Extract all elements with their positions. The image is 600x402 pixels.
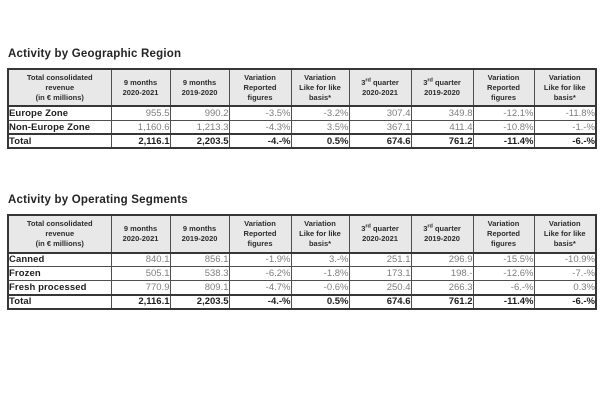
row-label: Canned xyxy=(8,253,111,267)
data-cell: -11.4% xyxy=(473,295,534,309)
data-cell: -11.8% xyxy=(534,106,596,120)
data-cell: 411.4 xyxy=(411,120,473,134)
data-cell: 2,116.1 xyxy=(111,134,170,148)
data-cell: 856.1 xyxy=(170,253,229,267)
column-header-q3-2019-2020: 3rd quarter 2019-2020 xyxy=(411,69,473,106)
data-cell: 3.5% xyxy=(291,120,349,134)
row-label: Frozen xyxy=(8,267,111,281)
data-cell: 761.2 xyxy=(411,295,473,309)
data-cell: 505.1 xyxy=(111,267,170,281)
data-cell: 674.6 xyxy=(349,134,411,148)
data-cell: -4.3% xyxy=(229,120,291,134)
data-cell: 198.- xyxy=(411,267,473,281)
section-operating-segments xyxy=(7,194,595,309)
data-cell: 2,203.5 xyxy=(170,295,229,309)
column-header-variation-lfl-q3: Variation Like for like basis* xyxy=(534,215,596,252)
data-cell: -6.2% xyxy=(229,267,291,281)
data-cell: 173.1 xyxy=(349,267,411,281)
row-label: Total xyxy=(8,295,111,309)
data-cell: 3.-% xyxy=(291,253,349,267)
column-header-q3-2020-2021: 3rd quarter 2020-2021 xyxy=(349,69,411,106)
column-header-9m-2019-2020: 9 months 2019-2020 xyxy=(170,215,229,252)
section-title-operating-segments: Activity by Operating Segments xyxy=(8,194,188,207)
column-header-9m-2019-2020: 9 months 2019-2020 xyxy=(170,69,229,106)
data-cell: -12.1% xyxy=(473,106,534,120)
data-cell: 307.4 xyxy=(349,106,411,120)
column-header-variation-reported-9m: Variation Reported figures xyxy=(229,215,291,252)
data-cell: 761.2 xyxy=(411,134,473,148)
operating-segments-table xyxy=(7,214,597,309)
table-row-frozen xyxy=(8,267,596,281)
data-cell: 1,213.3 xyxy=(170,120,229,134)
column-header-9m-2020-2021: 9 months 2020-2021 xyxy=(111,69,170,106)
column-header-q3-2019-2020: 3rd quarter 2019-2020 xyxy=(411,215,473,252)
column-header-variation-reported-q3: Variation Reported figures xyxy=(473,69,534,106)
data-cell: -0.6% xyxy=(291,281,349,295)
data-cell: 674.6 xyxy=(349,295,411,309)
data-cell: -10.9% xyxy=(534,253,596,267)
column-header-9m-2020-2021: 9 months 2020-2021 xyxy=(111,215,170,252)
data-cell: -6.-% xyxy=(473,281,534,295)
column-header-revenue: Total consolidated revenue (in € millions) xyxy=(8,215,111,252)
table-row-canned xyxy=(8,253,596,267)
data-cell: 250.4 xyxy=(349,281,411,295)
data-cell: 0.5% xyxy=(291,295,349,309)
data-cell: -1.-% xyxy=(534,120,596,134)
column-header-variation-lfl-9m: Variation Like for like basis* xyxy=(291,215,349,252)
data-cell: 538.3 xyxy=(170,267,229,281)
data-cell: 1,160.6 xyxy=(111,120,170,134)
row-label: Europe Zone xyxy=(8,106,111,120)
table-row-fresh-processed xyxy=(8,281,596,295)
header-row xyxy=(8,69,596,106)
column-header-q3-2020-2021: 3rd quarter 2020-2021 xyxy=(349,215,411,252)
total-row xyxy=(8,295,596,309)
data-cell: 2,203.5 xyxy=(170,134,229,148)
data-cell: 770.9 xyxy=(111,281,170,295)
data-cell: -3.5% xyxy=(229,106,291,120)
data-cell: 809.1 xyxy=(170,281,229,295)
data-cell: -1.9% xyxy=(229,253,291,267)
data-cell: -4.-% xyxy=(229,295,291,309)
data-cell: -4.-% xyxy=(229,134,291,148)
total-row xyxy=(8,134,596,148)
data-cell: -7.-% xyxy=(534,267,596,281)
column-header-variation-lfl-9m: Variation Like for like basis* xyxy=(291,69,349,106)
data-cell: -6.-% xyxy=(534,295,596,309)
data-cell: -3.2% xyxy=(291,106,349,120)
data-cell: 2,116.1 xyxy=(111,295,170,309)
data-cell: -1.8% xyxy=(291,267,349,281)
row-label: Non-Europe Zone xyxy=(8,120,111,134)
row-label: Fresh processed xyxy=(8,281,111,295)
row-label: Total xyxy=(8,134,111,148)
data-cell: 266.3 xyxy=(411,281,473,295)
data-cell: 955.5 xyxy=(111,106,170,120)
data-cell: 367.1 xyxy=(349,120,411,134)
data-cell: 251.1 xyxy=(349,253,411,267)
data-cell: 990.2 xyxy=(170,106,229,120)
data-cell: -10.8% xyxy=(473,120,534,134)
data-cell: -12.6% xyxy=(473,267,534,281)
data-cell: 840.1 xyxy=(111,253,170,267)
column-header-revenue: Total consolidated revenue (in € millions) xyxy=(8,69,111,106)
data-cell: -15.5% xyxy=(473,253,534,267)
data-cell: -11.4% xyxy=(473,134,534,148)
data-cell: 349.8 xyxy=(411,106,473,120)
section-title-geographic-region: Activity by Geographic Region xyxy=(8,48,182,60)
header-row xyxy=(8,215,596,252)
section-geographic-region xyxy=(7,48,595,149)
data-cell: -6.-% xyxy=(534,134,596,148)
column-header-variation-reported-q3: Variation Reported figures xyxy=(473,215,534,252)
data-cell: 0.5% xyxy=(291,134,349,148)
column-header-variation-reported-9m: Variation Reported figures xyxy=(229,69,291,106)
table-row-europe-zone xyxy=(8,106,596,120)
data-cell: 296.9 xyxy=(411,253,473,267)
table-row-non-europe-zone xyxy=(8,120,596,134)
column-header-variation-lfl-q3: Variation Like for like basis* xyxy=(534,69,596,106)
geographic-region-table xyxy=(7,68,597,149)
data-cell: -4.7% xyxy=(229,281,291,295)
data-cell: 0.3% xyxy=(534,281,596,295)
